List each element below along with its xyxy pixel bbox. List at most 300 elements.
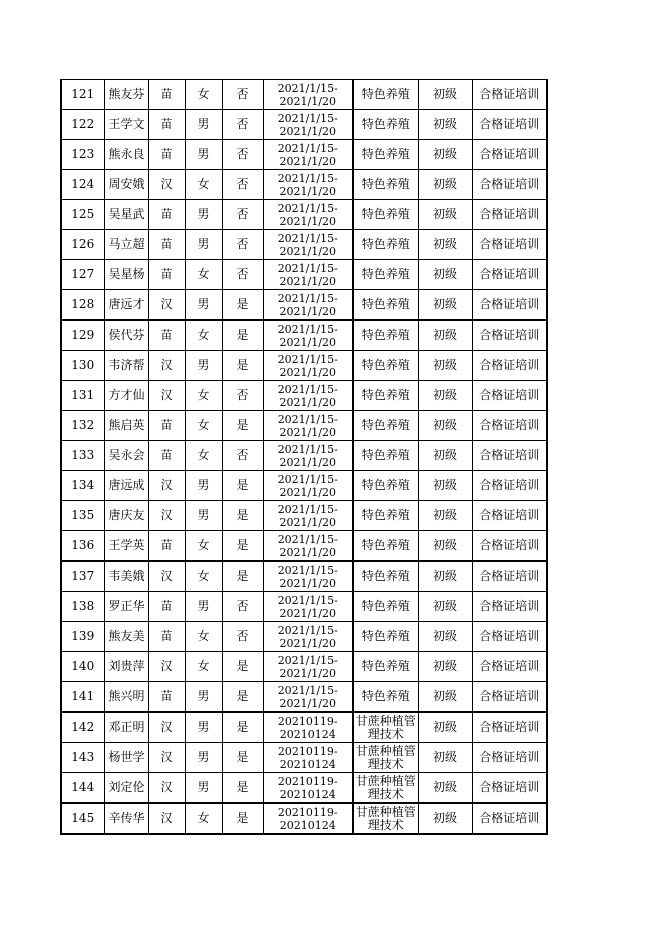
name-cell: 吴永会 [104, 441, 148, 471]
gender-cell: 女 [185, 260, 222, 290]
period-cell [263, 652, 353, 682]
period-line: 2021/1/20 [279, 485, 336, 499]
period-line: 2021/1/15- [277, 472, 338, 486]
flag-cell: 是 [222, 773, 263, 804]
period-cell [263, 773, 353, 804]
gender-cell: 男 [185, 110, 222, 140]
major-line: 特色养殖 [361, 328, 410, 342]
training-type-cell: 合格证培训 [472, 652, 547, 682]
training-type-cell: 合格证培训 [472, 411, 547, 441]
period-line: 20210124 [279, 787, 336, 801]
table-row [61, 652, 547, 682]
training-type-cell: 合格证培训 [472, 320, 547, 351]
flag-cell: 是 [222, 320, 263, 351]
table-row [61, 622, 547, 652]
table-row [61, 441, 547, 471]
flag-cell: 否 [222, 200, 263, 230]
period-line: 20210119- [277, 805, 338, 819]
period-line: 2021/1/15- [277, 171, 338, 185]
row-number-cell: 125 [61, 200, 104, 230]
level-cell: 初级 [418, 80, 472, 110]
major-cell [353, 592, 418, 622]
level-cell: 初级 [418, 140, 472, 170]
flag-cell: 是 [222, 531, 263, 562]
major-cell [353, 80, 418, 110]
row-number-cell: 132 [61, 411, 104, 441]
training-type-cell: 合格证培训 [472, 260, 547, 290]
period-line: 2021/1/20 [279, 214, 336, 228]
training-type-cell: 合格证培训 [472, 140, 547, 170]
level-cell: 初级 [418, 110, 472, 140]
flag-cell: 否 [222, 230, 263, 260]
name-cell: 熊友美 [104, 622, 148, 652]
period-line: 2021/1/15- [277, 502, 338, 516]
major-line: 特色养殖 [361, 689, 410, 703]
major-cell [353, 381, 418, 411]
period-line: 2021/1/15- [277, 352, 338, 366]
row-number-cell: 143 [61, 743, 104, 773]
level-cell: 初级 [418, 561, 472, 592]
ethnicity-cell: 苗 [148, 411, 185, 441]
flag-cell: 否 [222, 381, 263, 411]
period-cell [263, 320, 353, 351]
major-cell [353, 200, 418, 230]
training-type-cell: 合格证培训 [472, 622, 547, 652]
gender-cell: 男 [185, 743, 222, 773]
name-cell: 马立超 [104, 230, 148, 260]
major-line: 特色养殖 [361, 267, 410, 281]
level-cell: 初级 [418, 170, 472, 200]
ethnicity-cell: 苗 [148, 230, 185, 260]
major-cell [353, 531, 418, 562]
major-line: 甘蔗种植管 [355, 713, 416, 728]
table-row [61, 351, 547, 381]
major-line: 理技术 [367, 817, 404, 832]
gender-cell: 女 [185, 80, 222, 110]
ethnicity-cell: 汉 [148, 652, 185, 682]
table-row [61, 260, 547, 290]
name-cell: 王学文 [104, 110, 148, 140]
major-cell [353, 652, 418, 682]
period-line: 2021/1/15- [277, 683, 338, 697]
period-cell [263, 260, 353, 290]
flag-cell: 是 [222, 561, 263, 592]
flag-cell: 是 [222, 501, 263, 531]
gender-cell: 男 [185, 682, 222, 713]
period-line: 2021/1/15- [277, 261, 338, 275]
ethnicity-cell: 汉 [148, 803, 185, 834]
row-number-cell: 136 [61, 531, 104, 562]
gender-cell: 男 [185, 501, 222, 531]
gender-cell: 男 [185, 351, 222, 381]
period-line: 2021/1/20 [279, 425, 336, 439]
gender-cell: 男 [185, 230, 222, 260]
table-row [61, 743, 547, 773]
period-line: 20210124 [279, 818, 336, 832]
period-line: 2021/1/20 [279, 184, 336, 198]
level-cell: 初级 [418, 381, 472, 411]
major-line: 理技术 [367, 756, 404, 771]
period-line: 20210119- [277, 774, 338, 788]
period-cell [263, 140, 353, 170]
ethnicity-cell: 汉 [148, 471, 185, 501]
major-line: 理技术 [367, 786, 404, 801]
flag-cell: 否 [222, 622, 263, 652]
ethnicity-cell: 苗 [148, 441, 185, 471]
flag-cell: 否 [222, 80, 263, 110]
name-cell: 周安娥 [104, 170, 148, 200]
major-cell [353, 411, 418, 441]
period-line: 2021/1/15- [277, 412, 338, 426]
period-line: 2021/1/20 [279, 94, 336, 108]
period-line: 2021/1/15- [277, 322, 338, 336]
flag-cell: 是 [222, 290, 263, 321]
period-line: 2021/1/15- [277, 111, 338, 125]
period-line: 2021/1/15- [277, 653, 338, 667]
gender-cell: 男 [185, 712, 222, 743]
training-type-cell: 合格证培训 [472, 561, 547, 592]
name-cell: 王学英 [104, 531, 148, 562]
row-number-cell: 130 [61, 351, 104, 381]
table-row [61, 381, 547, 411]
training-type-cell: 合格证培训 [472, 682, 547, 713]
gender-cell: 女 [185, 622, 222, 652]
period-line: 2021/1/15- [277, 442, 338, 456]
row-number-cell: 142 [61, 712, 104, 743]
row-number-cell: 127 [61, 260, 104, 290]
level-cell: 初级 [418, 531, 472, 562]
gender-cell: 男 [185, 592, 222, 622]
flag-cell: 否 [222, 441, 263, 471]
major-cell [353, 290, 418, 321]
row-number-cell: 145 [61, 803, 104, 834]
level-cell: 初级 [418, 803, 472, 834]
ethnicity-cell: 苗 [148, 622, 185, 652]
major-cell [353, 743, 418, 773]
name-cell: 邓正明 [104, 712, 148, 743]
major-cell [353, 561, 418, 592]
ethnicity-cell: 苗 [148, 140, 185, 170]
major-line: 特色养殖 [361, 599, 410, 613]
period-cell [263, 561, 353, 592]
row-number-cell: 137 [61, 561, 104, 592]
table-row [61, 230, 547, 260]
ethnicity-cell: 苗 [148, 80, 185, 110]
level-cell: 初级 [418, 622, 472, 652]
period-line: 2021/1/20 [279, 365, 336, 379]
flag-cell: 是 [222, 471, 263, 501]
name-cell: 刘贵萍 [104, 652, 148, 682]
period-cell [263, 80, 353, 110]
period-line: 2021/1/20 [279, 335, 336, 349]
flag-cell: 否 [222, 260, 263, 290]
period-cell [263, 501, 353, 531]
period-cell [263, 682, 353, 713]
name-cell: 唐远才 [104, 290, 148, 321]
table-row [61, 773, 547, 804]
major-line: 理技术 [367, 726, 404, 741]
table-row [61, 140, 547, 170]
major-line: 甘蔗种植管 [355, 804, 416, 819]
gender-cell: 女 [185, 381, 222, 411]
major-line: 特色养殖 [361, 569, 410, 583]
period-line: 2021/1/20 [279, 304, 336, 318]
period-line: 2021/1/20 [279, 244, 336, 258]
period-cell [263, 200, 353, 230]
major-line: 特色养殖 [361, 117, 410, 131]
table-row [61, 170, 547, 200]
major-line: 特色养殖 [361, 508, 410, 522]
major-line: 特色养殖 [361, 448, 410, 462]
major-cell [353, 803, 418, 834]
training-type-cell: 合格证培训 [472, 110, 547, 140]
period-cell [263, 712, 353, 743]
level-cell: 初级 [418, 230, 472, 260]
major-cell [353, 140, 418, 170]
name-cell: 刘定伦 [104, 773, 148, 804]
period-line: 20210124 [279, 727, 336, 741]
name-cell: 韦美娥 [104, 561, 148, 592]
flag-cell: 是 [222, 351, 263, 381]
period-line: 2021/1/20 [279, 666, 336, 680]
gender-cell: 女 [185, 320, 222, 351]
table-row [61, 290, 547, 321]
name-cell: 罗正华 [104, 592, 148, 622]
training-type-cell: 合格证培训 [472, 712, 547, 743]
level-cell: 初级 [418, 351, 472, 381]
period-line: 2021/1/20 [279, 606, 336, 620]
period-cell [263, 110, 353, 140]
gender-cell: 女 [185, 531, 222, 562]
flag-cell: 是 [222, 652, 263, 682]
level-cell: 初级 [418, 682, 472, 713]
period-line: 2021/1/20 [279, 636, 336, 650]
row-number-cell: 135 [61, 501, 104, 531]
ethnicity-cell: 汉 [148, 743, 185, 773]
period-line: 2021/1/20 [279, 455, 336, 469]
flag-cell: 是 [222, 682, 263, 713]
level-cell: 初级 [418, 441, 472, 471]
major-line: 特色养殖 [361, 237, 410, 251]
period-line: 2021/1/15- [277, 532, 338, 546]
table-row [61, 471, 547, 501]
table-row [61, 592, 547, 622]
major-cell [353, 501, 418, 531]
row-number-cell: 133 [61, 441, 104, 471]
training-type-cell: 合格证培训 [472, 290, 547, 321]
level-cell: 初级 [418, 501, 472, 531]
ethnicity-cell: 苗 [148, 320, 185, 351]
gender-cell: 女 [185, 170, 222, 200]
flag-cell: 是 [222, 712, 263, 743]
name-cell: 侯代芬 [104, 320, 148, 351]
gender-cell: 男 [185, 200, 222, 230]
ethnicity-cell: 汉 [148, 561, 185, 592]
table-row [61, 501, 547, 531]
major-line: 特色养殖 [361, 147, 410, 161]
period-cell [263, 381, 353, 411]
training-type-cell: 合格证培训 [472, 471, 547, 501]
period-line: 2021/1/20 [279, 576, 336, 590]
training-type-cell: 合格证培训 [472, 381, 547, 411]
major-cell [353, 622, 418, 652]
name-cell: 吴星杨 [104, 260, 148, 290]
name-cell: 韦济帮 [104, 351, 148, 381]
major-line: 特色养殖 [361, 538, 410, 552]
level-cell: 初级 [418, 712, 472, 743]
row-number-cell: 134 [61, 471, 104, 501]
name-cell: 熊兴明 [104, 682, 148, 713]
ethnicity-cell: 汉 [148, 170, 185, 200]
table-row [61, 682, 547, 713]
period-line: 20210119- [277, 744, 338, 758]
training-type-cell: 合格证培训 [472, 441, 547, 471]
ethnicity-cell: 苗 [148, 531, 185, 562]
row-number-cell: 138 [61, 592, 104, 622]
gender-cell: 男 [185, 773, 222, 804]
major-cell [353, 110, 418, 140]
level-cell: 初级 [418, 290, 472, 321]
major-line: 特色养殖 [361, 659, 410, 673]
row-number-cell: 139 [61, 622, 104, 652]
name-cell: 方才仙 [104, 381, 148, 411]
major-cell [353, 471, 418, 501]
period-cell [263, 441, 353, 471]
major-cell [353, 320, 418, 351]
ethnicity-cell: 汉 [148, 773, 185, 804]
gender-cell: 女 [185, 411, 222, 441]
training-type-cell: 合格证培训 [472, 743, 547, 773]
level-cell: 初级 [418, 743, 472, 773]
ethnicity-cell: 苗 [148, 260, 185, 290]
major-line: 甘蔗种植管 [355, 773, 416, 788]
period-line: 2021/1/15- [277, 563, 338, 577]
row-number-cell: 129 [61, 320, 104, 351]
training-type-cell: 合格证培训 [472, 80, 547, 110]
period-line: 2021/1/15- [277, 382, 338, 396]
period-line: 2021/1/20 [279, 154, 336, 168]
flag-cell: 否 [222, 592, 263, 622]
gender-cell: 女 [185, 561, 222, 592]
major-cell [353, 351, 418, 381]
name-cell: 杨世学 [104, 743, 148, 773]
period-line: 2021/1/15- [277, 231, 338, 245]
gender-cell: 男 [185, 140, 222, 170]
period-cell [263, 290, 353, 321]
training-type-cell: 合格证培训 [472, 803, 547, 834]
period-cell [263, 592, 353, 622]
table-row [61, 110, 547, 140]
period-line: 2021/1/15- [277, 291, 338, 305]
major-line: 特色养殖 [361, 177, 410, 191]
major-line: 特色养殖 [361, 207, 410, 221]
table-row [61, 320, 547, 351]
training-type-cell: 合格证培训 [472, 501, 547, 531]
major-line: 特色养殖 [361, 297, 410, 311]
major-line: 特色养殖 [361, 87, 410, 101]
ethnicity-cell: 汉 [148, 290, 185, 321]
level-cell: 初级 [418, 411, 472, 441]
name-cell: 唐庆友 [104, 501, 148, 531]
period-cell [263, 622, 353, 652]
gender-cell: 女 [185, 652, 222, 682]
period-line: 20210124 [279, 757, 336, 771]
name-cell: 唐远成 [104, 471, 148, 501]
row-number-cell: 140 [61, 652, 104, 682]
major-cell [353, 230, 418, 260]
ethnicity-cell: 苗 [148, 110, 185, 140]
period-line: 2021/1/20 [279, 515, 336, 529]
period-line: 2021/1/20 [279, 545, 336, 559]
ethnicity-cell: 苗 [148, 682, 185, 713]
name-cell: 熊启英 [104, 411, 148, 441]
gender-cell: 女 [185, 441, 222, 471]
period-line: 2021/1/20 [279, 274, 336, 288]
ethnicity-cell: 汉 [148, 381, 185, 411]
table-row [61, 803, 547, 834]
level-cell: 初级 [418, 260, 472, 290]
level-cell: 初级 [418, 652, 472, 682]
period-line: 2021/1/15- [277, 201, 338, 215]
level-cell: 初级 [418, 320, 472, 351]
major-cell [353, 170, 418, 200]
flag-cell: 否 [222, 110, 263, 140]
major-line: 特色养殖 [361, 388, 410, 402]
period-cell [263, 471, 353, 501]
ethnicity-cell: 苗 [148, 592, 185, 622]
training-type-cell: 合格证培训 [472, 592, 547, 622]
row-number-cell: 128 [61, 290, 104, 321]
row-number-cell: 121 [61, 80, 104, 110]
major-cell [353, 712, 418, 743]
table-row [61, 712, 547, 743]
flag-cell: 是 [222, 803, 263, 834]
name-cell: 熊永良 [104, 140, 148, 170]
period-cell [263, 803, 353, 834]
period-cell [263, 230, 353, 260]
row-number-cell: 122 [61, 110, 104, 140]
flag-cell: 是 [222, 411, 263, 441]
period-line: 2021/1/15- [277, 593, 338, 607]
ethnicity-cell: 汉 [148, 501, 185, 531]
name-cell: 吴星武 [104, 200, 148, 230]
flag-cell: 否 [222, 170, 263, 200]
major-cell [353, 441, 418, 471]
ethnicity-cell: 苗 [148, 200, 185, 230]
name-cell: 辛传华 [104, 803, 148, 834]
table-row [61, 80, 547, 110]
table-row [61, 561, 547, 592]
level-cell: 初级 [418, 471, 472, 501]
period-cell [263, 531, 353, 562]
major-cell [353, 773, 418, 804]
training-type-cell: 合格证培训 [472, 773, 547, 804]
gender-cell: 男 [185, 290, 222, 321]
roster-body [61, 80, 547, 835]
row-number-cell: 141 [61, 682, 104, 713]
row-number-cell: 144 [61, 773, 104, 804]
name-cell: 熊友芬 [104, 80, 148, 110]
major-cell [353, 260, 418, 290]
ethnicity-cell: 汉 [148, 712, 185, 743]
row-number-cell: 126 [61, 230, 104, 260]
major-line: 特色养殖 [361, 478, 410, 492]
training-type-cell: 合格证培训 [472, 351, 547, 381]
period-line: 2021/1/15- [277, 623, 338, 637]
row-number-cell: 123 [61, 140, 104, 170]
period-line: 2021/1/15- [277, 141, 338, 155]
level-cell: 初级 [418, 592, 472, 622]
